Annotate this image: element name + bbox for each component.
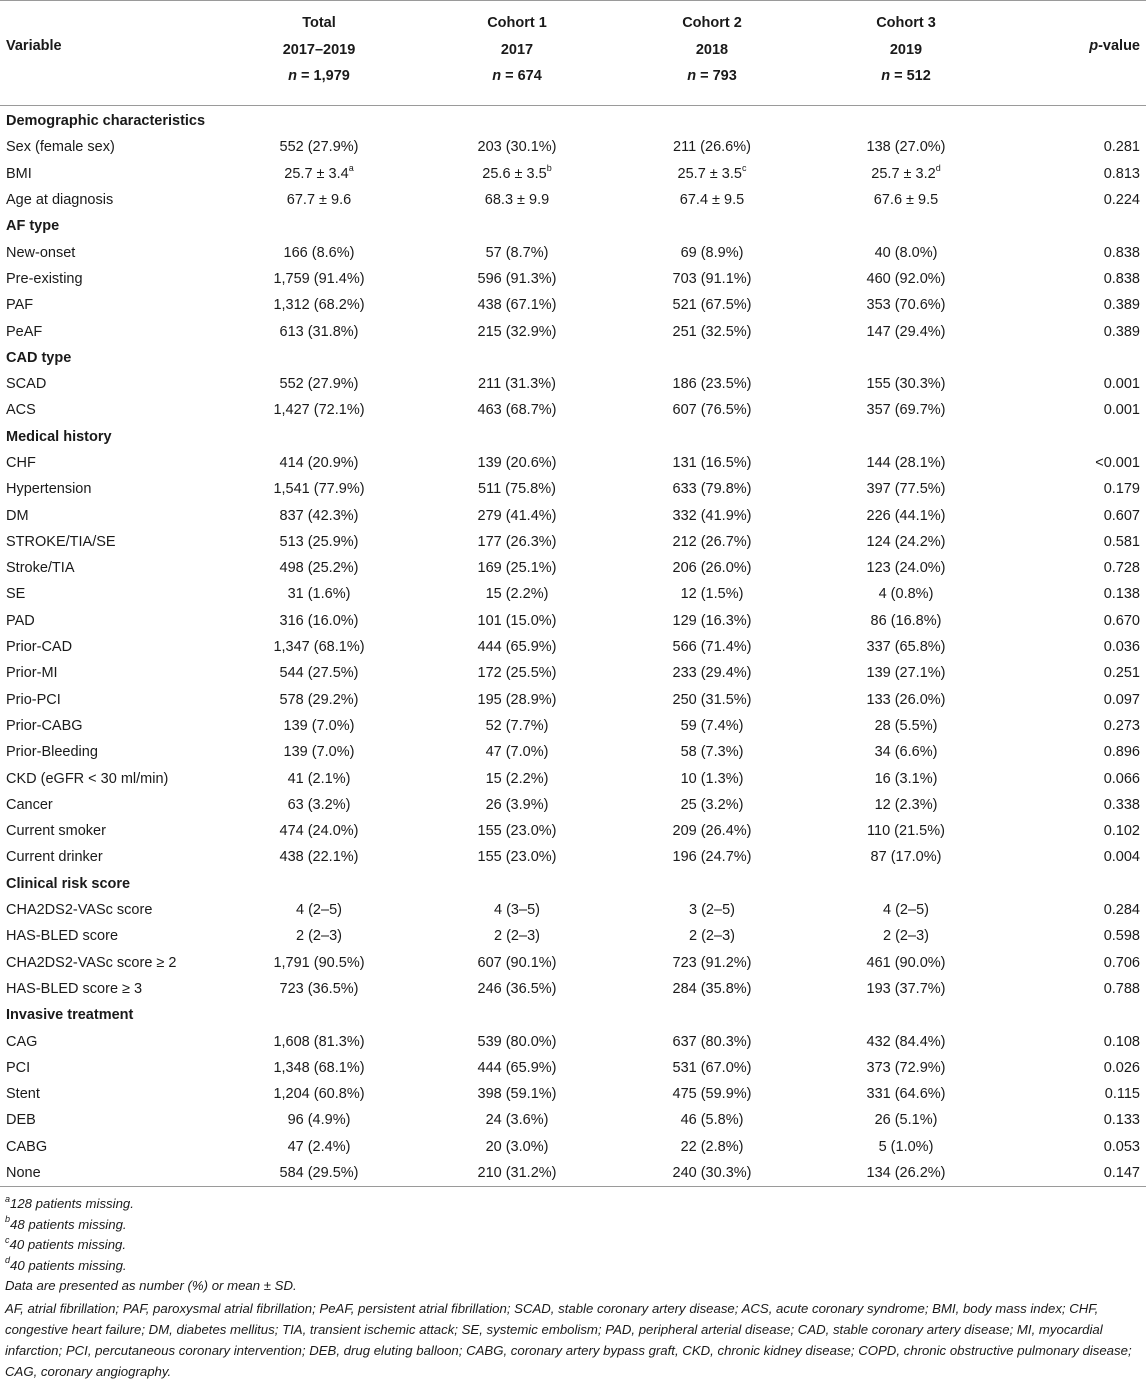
value-cell: 69 (8.9%) bbox=[680, 244, 744, 261]
value-cell: 203 (30.1%) bbox=[477, 139, 557, 156]
value-cell: 552 (27.9%) bbox=[279, 376, 359, 393]
section-header-row bbox=[0, 345, 1146, 371]
table-row bbox=[0, 502, 1146, 528]
value-cell: 337 (65.8%) bbox=[866, 639, 946, 656]
pvalue-header: p-value bbox=[1089, 38, 1140, 54]
value-cell: 28 (5.5%) bbox=[874, 717, 938, 734]
table-row bbox=[0, 897, 1146, 923]
table-row bbox=[0, 950, 1146, 976]
value-cell: 169 (25.1%) bbox=[477, 560, 557, 577]
value-cell: 2 (2–3) bbox=[494, 928, 540, 945]
section-header-row bbox=[0, 213, 1146, 239]
value-cell: 147 (29.4%) bbox=[866, 323, 946, 340]
table-row bbox=[0, 687, 1146, 713]
value-cell: 133 (26.0%) bbox=[866, 691, 946, 708]
value-cell: 1,347 (68.1%) bbox=[273, 639, 365, 656]
value-cell: 25 (3.2%) bbox=[680, 796, 744, 813]
pvalue-cell: 0.004 bbox=[1103, 849, 1140, 866]
row-label: Stent bbox=[6, 1086, 40, 1103]
value-cell: 155 (23.0%) bbox=[477, 849, 557, 866]
value-cell: 246 (36.5%) bbox=[477, 980, 557, 997]
row-label: Prior-Bleeding bbox=[6, 744, 98, 761]
pvalue-cell: 0.281 bbox=[1103, 139, 1140, 156]
value-cell: 15 (2.2%) bbox=[485, 770, 549, 787]
table-notes bbox=[0, 1187, 1146, 1382]
value-cell: 438 (22.1%) bbox=[279, 849, 359, 866]
value-cell: 211 (26.6%) bbox=[673, 139, 751, 156]
row-label: PCI bbox=[6, 1059, 31, 1076]
value-cell: 58 (7.3%) bbox=[680, 744, 744, 761]
value-cell: 1,312 (68.2%) bbox=[273, 297, 365, 314]
value-cell: 123 (24.0%) bbox=[866, 560, 946, 577]
value-cell: 397 (77.5%) bbox=[866, 481, 946, 498]
row-label: HAS-BLED score bbox=[6, 928, 119, 945]
pvalue-cell: 0.026 bbox=[1103, 1059, 1140, 1076]
value-cell: 475 (59.9%) bbox=[672, 1086, 752, 1103]
value-cell: 1,204 (60.8%) bbox=[273, 1086, 365, 1103]
pvalue-cell: 0.896 bbox=[1103, 744, 1140, 761]
section-title: CAD type bbox=[6, 349, 72, 366]
row-label: Stroke/TIA bbox=[6, 560, 75, 577]
value-cell: 723 (36.5%) bbox=[279, 980, 359, 997]
value-cell: 511 (75.8%) bbox=[478, 481, 556, 498]
value-cell: 316 (16.0%) bbox=[279, 612, 359, 629]
value-cell: 233 (29.4%) bbox=[672, 665, 752, 682]
section-title: Invasive treatment bbox=[6, 1007, 134, 1024]
section-header-row bbox=[0, 424, 1146, 450]
section-header-row bbox=[0, 108, 1146, 134]
pvalue-cell: 0.788 bbox=[1103, 980, 1140, 997]
value-cell: 87 (17.0%) bbox=[870, 849, 942, 866]
value-cell: 432 (84.4%) bbox=[866, 1033, 946, 1050]
value-cell: 67.7 ± 9.6 bbox=[286, 192, 352, 209]
table-body bbox=[0, 108, 1146, 1187]
value-cell: 1,608 (81.3%) bbox=[273, 1033, 365, 1050]
table-row bbox=[0, 1134, 1146, 1160]
footnote: $^d$40 patients missing. bbox=[5, 1255, 127, 1273]
section-title: Demographic characteristics bbox=[6, 113, 206, 130]
value-cell: 47 (2.4%) bbox=[287, 1138, 351, 1155]
value-cell: 67.4 ± 9.5 bbox=[679, 192, 745, 209]
column-header-total: Total 2017–2019 n = 1,979 bbox=[282, 15, 356, 84]
pvalue-cell: 0.706 bbox=[1103, 954, 1140, 971]
pvalue-cell: 0.284 bbox=[1103, 902, 1140, 919]
value-cell: 22 (2.8%) bbox=[680, 1138, 744, 1155]
value-cell: 284 (35.8%) bbox=[672, 980, 752, 997]
value-cell: 4 (3–5) bbox=[494, 902, 540, 919]
row-label: SE bbox=[6, 586, 26, 603]
value-cell: 539 (80.0%) bbox=[477, 1033, 557, 1050]
footnote: Data are presented as number (%) or mean ± SD. bbox=[5, 1278, 297, 1294]
table-row bbox=[0, 634, 1146, 660]
value-cell: 26 (5.1%) bbox=[874, 1112, 938, 1129]
value-cell: 215 (32.9%) bbox=[477, 323, 557, 340]
value-cell: 16 (3.1%) bbox=[874, 770, 938, 787]
row-label: Current drinker bbox=[6, 849, 103, 866]
value-cell: 41 (2.1%) bbox=[287, 770, 351, 787]
table-row bbox=[0, 792, 1146, 818]
value-cell: 138 (27.0%) bbox=[866, 139, 946, 156]
row-label: STROKE/TIA/SE bbox=[6, 533, 116, 550]
row-label: PAD bbox=[6, 612, 35, 629]
value-cell: 566 (71.4%) bbox=[672, 639, 752, 656]
value-cell: 4 (0.8%) bbox=[878, 586, 934, 603]
table-row bbox=[0, 660, 1146, 686]
table-row bbox=[0, 239, 1146, 265]
footnote: $^a$128 patients missing. bbox=[5, 1193, 134, 1212]
table-row bbox=[0, 266, 1146, 292]
table-row bbox=[0, 292, 1146, 318]
value-cell: 1,427 (72.1%) bbox=[273, 402, 365, 419]
table-row bbox=[0, 818, 1146, 844]
pvalue-cell: 0.273 bbox=[1103, 717, 1140, 734]
value-cell: 10 (1.3%) bbox=[680, 770, 744, 787]
pvalue-cell: 0.670 bbox=[1103, 612, 1140, 629]
value-cell: 155 (23.0%) bbox=[477, 823, 557, 840]
value-cell: 584 (29.5%) bbox=[220, 1160, 418, 1187]
value-cell: 57 (8.7%) bbox=[485, 244, 549, 261]
pvalue-cell: 0.001 bbox=[1103, 376, 1140, 393]
value-cell: 40 (8.0%) bbox=[874, 244, 938, 261]
value-cell: 357 (69.7%) bbox=[866, 402, 946, 419]
pvalue-cell: 0.338 bbox=[1103, 796, 1140, 813]
section-header-row bbox=[0, 1002, 1146, 1028]
footnote-marker: c bbox=[741, 162, 747, 173]
row-label: New-onset bbox=[6, 244, 76, 261]
row-label: Prior-MI bbox=[6, 665, 58, 682]
value-cell: 1,791 (90.5%) bbox=[273, 954, 365, 971]
footnote-marker: b bbox=[546, 162, 552, 173]
row-label: Pre-existing bbox=[6, 270, 83, 287]
row-label: DEB bbox=[6, 1112, 36, 1129]
value-cell: 2 (2–3) bbox=[689, 928, 735, 945]
table-row bbox=[0, 529, 1146, 555]
value-cell: 25.7 ± 3.4$^a$ bbox=[284, 162, 354, 182]
value-cell: 226 (44.1%) bbox=[866, 507, 946, 524]
table-row bbox=[0, 923, 1146, 949]
section-header-row bbox=[0, 871, 1146, 897]
pvalue-cell: 0.036 bbox=[1103, 639, 1140, 656]
value-cell: 353 (70.6%) bbox=[866, 297, 946, 314]
value-cell: 607 (76.5%) bbox=[672, 402, 752, 419]
pvalue-cell: 0.838 bbox=[1103, 244, 1140, 261]
pvalue-cell: <0.001 bbox=[1095, 455, 1140, 471]
row-label: Prior-CABG bbox=[6, 717, 83, 734]
value-cell: 210 (31.2%) bbox=[418, 1160, 616, 1187]
pvalue-cell: 0.728 bbox=[1103, 560, 1140, 577]
table-row bbox=[0, 450, 1146, 476]
table-row bbox=[0, 134, 1146, 160]
pvalue-cell: 0.147 bbox=[1004, 1160, 1146, 1187]
abbreviations-note: AF, atrial fibrillation; PAF, paroxysmal atrial fibrillation; PeAF, persistent atrial fibrillation; SCAD, stable coronary artery disease; ACS, acute coronary syndrome; BMI, body mass index; CHF, congestive heart failure; DM, diabetes mellitus; TIA, transient ischemic attack; SE, systemic embolism; PAD, peripheral arterial disease; CAD, stable coronary artery disease; MI, myocardial infarction; PCI, percutaneous coronary intervention; DEB, drug eluting balloon; CABG, coronary artery bypass graft, CKD, chronic kidney disease; COPD, chronic obstructive pulmonary disease; CAG, coronary angiography. bbox=[5, 1300, 1132, 1379]
value-cell: 177 (26.3%) bbox=[477, 533, 557, 550]
value-cell: 331 (64.6%) bbox=[866, 1086, 946, 1103]
value-cell: 86 (16.8%) bbox=[870, 612, 942, 629]
value-cell: 5 (1.0%) bbox=[878, 1138, 934, 1155]
table-row bbox=[0, 739, 1146, 765]
value-cell: 25.6 ± 3.5$^b$ bbox=[482, 162, 552, 182]
value-cell: 195 (28.9%) bbox=[477, 691, 557, 708]
row-label: Hypertension bbox=[6, 481, 92, 498]
value-cell: 172 (25.5%) bbox=[477, 665, 557, 682]
value-cell: 4 (2–5) bbox=[296, 902, 342, 919]
value-cell: 124 (24.2%) bbox=[866, 533, 946, 550]
pvalue-cell: 0.066 bbox=[1103, 770, 1140, 787]
column-header-cohort-3: Cohort 3 2019 n = 512 bbox=[876, 15, 936, 84]
value-cell: 209 (26.4%) bbox=[672, 823, 752, 840]
value-cell: 206 (26.0%) bbox=[672, 560, 752, 577]
table-row bbox=[0, 371, 1146, 397]
value-cell: 12 (2.3%) bbox=[874, 796, 938, 813]
column-header-cohort-1: Cohort 1 2017 n = 674 bbox=[487, 15, 547, 84]
value-cell: 613 (31.8%) bbox=[279, 323, 359, 340]
value-cell: 513 (25.9%) bbox=[279, 533, 359, 550]
value-cell: 1,348 (68.1%) bbox=[273, 1059, 365, 1076]
value-cell: 438 (67.1%) bbox=[477, 297, 557, 314]
value-cell: 463 (68.7%) bbox=[477, 402, 557, 419]
pvalue-cell: 0.224 bbox=[1103, 192, 1140, 209]
row-label: ACS bbox=[6, 402, 36, 419]
footnote: $^c$40 patients missing. bbox=[5, 1234, 127, 1253]
value-cell: 837 (42.3%) bbox=[279, 507, 359, 524]
table-row bbox=[0, 765, 1146, 791]
table-row bbox=[0, 844, 1146, 870]
value-cell: 2 (2–3) bbox=[883, 928, 929, 945]
value-cell: 531 (67.0%) bbox=[672, 1059, 752, 1076]
table-row bbox=[0, 1055, 1146, 1081]
row-label: CABG bbox=[6, 1138, 48, 1155]
pvalue-cell: 0.179 bbox=[1103, 481, 1140, 498]
table-row bbox=[0, 1028, 1146, 1054]
value-cell: 193 (37.7%) bbox=[866, 980, 946, 997]
table-row bbox=[0, 555, 1146, 581]
row-label: HAS-BLED score ≥ 3 bbox=[6, 980, 143, 997]
value-cell: 31 (1.6%) bbox=[287, 586, 351, 603]
value-cell: 59 (7.4%) bbox=[680, 717, 744, 734]
row-label: CHF bbox=[6, 455, 36, 471]
table-row bbox=[0, 476, 1146, 502]
footnote: $^b$48 patients missing. bbox=[5, 1214, 127, 1232]
value-cell: 2 (2–3) bbox=[296, 928, 342, 945]
table-row bbox=[0, 976, 1146, 1002]
row-label: Prio-PCI bbox=[6, 691, 61, 708]
value-cell: 166 (8.6%) bbox=[283, 244, 355, 261]
value-cell: 240 (30.3%) bbox=[616, 1160, 808, 1187]
value-cell: 444 (65.9%) bbox=[477, 639, 557, 656]
variable-header: Variable bbox=[6, 38, 62, 54]
value-cell: 96 (4.9%) bbox=[287, 1112, 351, 1129]
value-cell: 155 (30.3%) bbox=[866, 376, 946, 393]
value-cell: 15 (2.2%) bbox=[485, 586, 549, 603]
row-label: Cancer bbox=[6, 796, 53, 813]
value-cell: 474 (24.0%) bbox=[279, 823, 359, 840]
pvalue-cell: 0.598 bbox=[1103, 928, 1140, 945]
value-cell: 633 (79.8%) bbox=[672, 481, 752, 498]
pvalue-cell: 0.581 bbox=[1103, 533, 1140, 550]
value-cell: 607 (90.1%) bbox=[477, 954, 557, 971]
value-cell: 196 (24.7%) bbox=[672, 849, 752, 866]
value-cell: 211 (31.3%) bbox=[478, 376, 556, 393]
value-cell: 250 (31.5%) bbox=[672, 691, 752, 708]
row-label: CHA2DS2-VASc score bbox=[6, 902, 153, 919]
pvalue-cell: 0.097 bbox=[1103, 691, 1140, 708]
value-cell: 144 (28.1%) bbox=[866, 455, 946, 471]
pvalue-cell: 0.138 bbox=[1103, 586, 1140, 603]
value-cell: 52 (7.7%) bbox=[485, 717, 549, 734]
row-label: PAF bbox=[6, 297, 34, 314]
row-label: Prior-CAD bbox=[6, 639, 73, 656]
value-cell: 498 (25.2%) bbox=[279, 560, 359, 577]
value-cell: 552 (27.9%) bbox=[279, 139, 359, 156]
value-cell: 25.7 ± 3.5$^c$ bbox=[677, 162, 747, 182]
value-cell: 373 (72.9%) bbox=[866, 1059, 946, 1076]
footnote-marker: a bbox=[348, 162, 354, 173]
row-label: CHA2DS2-VASc score ≥ 2 bbox=[6, 954, 177, 971]
row-label: PeAF bbox=[6, 323, 43, 340]
value-cell: 212 (26.7%) bbox=[672, 533, 752, 550]
value-cell: 20 (3.0%) bbox=[485, 1138, 549, 1155]
pvalue-cell: 0.108 bbox=[1103, 1033, 1140, 1050]
value-cell: 596 (91.3%) bbox=[477, 270, 557, 287]
value-cell: 578 (29.2%) bbox=[279, 691, 359, 708]
row-label: None bbox=[0, 1160, 220, 1187]
table-row bbox=[0, 161, 1146, 187]
value-cell: 139 (27.1%) bbox=[866, 665, 946, 682]
value-cell: 4 (2–5) bbox=[883, 902, 929, 919]
value-cell: 251 (32.5%) bbox=[672, 323, 752, 340]
pvalue-cell: 0.133 bbox=[1103, 1112, 1140, 1129]
row-label: DM bbox=[6, 507, 29, 524]
value-cell: 139 (20.6%) bbox=[477, 455, 557, 471]
section-title: AF type bbox=[6, 218, 60, 235]
row-label: SCAD bbox=[6, 376, 47, 393]
value-cell: 67.6 ± 9.5 bbox=[873, 192, 939, 209]
value-cell: 34 (6.6%) bbox=[874, 744, 938, 761]
pvalue-cell: 0.053 bbox=[1103, 1138, 1140, 1155]
value-cell: 186 (23.5%) bbox=[672, 376, 752, 393]
table-row bbox=[0, 1081, 1146, 1107]
table-row bbox=[0, 713, 1146, 739]
section-title: Clinical risk score bbox=[6, 875, 131, 892]
row-label: Sex (female sex) bbox=[6, 139, 115, 156]
pvalue-cell: 0.607 bbox=[1103, 507, 1140, 524]
table-row bbox=[0, 397, 1146, 423]
value-cell: 521 (67.5%) bbox=[672, 297, 752, 314]
pvalue-cell: 0.251 bbox=[1103, 665, 1140, 682]
value-cell: 26 (3.9%) bbox=[485, 796, 549, 813]
value-cell: 332 (41.9%) bbox=[672, 507, 752, 524]
row-label: CAG bbox=[6, 1033, 38, 1050]
value-cell: 398 (59.1%) bbox=[477, 1086, 557, 1103]
value-cell: 46 (5.8%) bbox=[680, 1112, 744, 1129]
row-label: Age at diagnosis bbox=[6, 192, 114, 209]
value-cell: 460 (92.0%) bbox=[866, 270, 946, 287]
value-cell: 1,759 (91.4%) bbox=[273, 270, 365, 287]
value-cell: 461 (90.0%) bbox=[866, 954, 946, 971]
pvalue-cell: 0.389 bbox=[1103, 323, 1140, 340]
value-cell: 637 (80.3%) bbox=[672, 1033, 752, 1050]
pvalue-cell: 0.102 bbox=[1103, 823, 1140, 840]
value-cell: 414 (20.9%) bbox=[279, 455, 359, 471]
value-cell: 723 (91.2%) bbox=[672, 954, 752, 971]
pvalue-cell: 0.838 bbox=[1103, 270, 1140, 287]
footnote-marker: d bbox=[935, 162, 941, 173]
pvalue-cell: 0.813 bbox=[1103, 165, 1140, 182]
value-cell: 131 (16.5%) bbox=[672, 455, 752, 471]
value-cell: 444 (65.9%) bbox=[477, 1059, 557, 1076]
value-cell: 68.3 ± 9.9 bbox=[484, 192, 550, 209]
value-cell: 110 (21.5%) bbox=[867, 823, 945, 840]
value-cell: 12 (1.5%) bbox=[680, 586, 744, 603]
table-row bbox=[0, 318, 1146, 344]
value-cell: 3 (2–5) bbox=[689, 902, 735, 919]
row-label: CKD (eGFR < 30 ml/min) bbox=[6, 770, 169, 787]
value-cell: 703 (91.1%) bbox=[672, 270, 752, 287]
row-label: BMI bbox=[6, 165, 32, 182]
column-header-cohort-2: Cohort 2 2018 n = 793 bbox=[682, 15, 742, 84]
value-cell: 544 (27.5%) bbox=[279, 665, 359, 682]
value-cell: 47 (7.0%) bbox=[485, 744, 549, 761]
table-row bbox=[0, 1160, 1146, 1187]
value-cell: 139 (7.0%) bbox=[283, 717, 355, 734]
value-cell: 101 (15.0%) bbox=[477, 612, 557, 629]
value-cell: 139 (7.0%) bbox=[283, 744, 355, 761]
value-cell: 1,541 (77.9%) bbox=[273, 481, 365, 498]
table-row bbox=[0, 608, 1146, 634]
value-cell: 63 (3.2%) bbox=[287, 796, 351, 813]
value-cell: 25.7 ± 3.2$^d$ bbox=[871, 162, 941, 182]
pvalue-cell: 0.389 bbox=[1103, 297, 1140, 314]
value-cell: 24 (3.6%) bbox=[485, 1112, 549, 1129]
table-header bbox=[0, 1, 1146, 109]
pvalue-cell: 0.115 bbox=[1104, 1086, 1140, 1103]
pvalue-cell: 0.001 bbox=[1103, 402, 1140, 419]
table-row bbox=[0, 1107, 1146, 1133]
value-cell: 134 (26.2%) bbox=[808, 1160, 1004, 1187]
value-cell: 279 (41.4%) bbox=[477, 507, 557, 524]
table-row bbox=[0, 187, 1146, 213]
section-title: Medical history bbox=[6, 428, 112, 445]
table-row bbox=[0, 581, 1146, 607]
value-cell: 129 (16.3%) bbox=[672, 612, 752, 629]
row-label: Current smoker bbox=[6, 823, 106, 840]
